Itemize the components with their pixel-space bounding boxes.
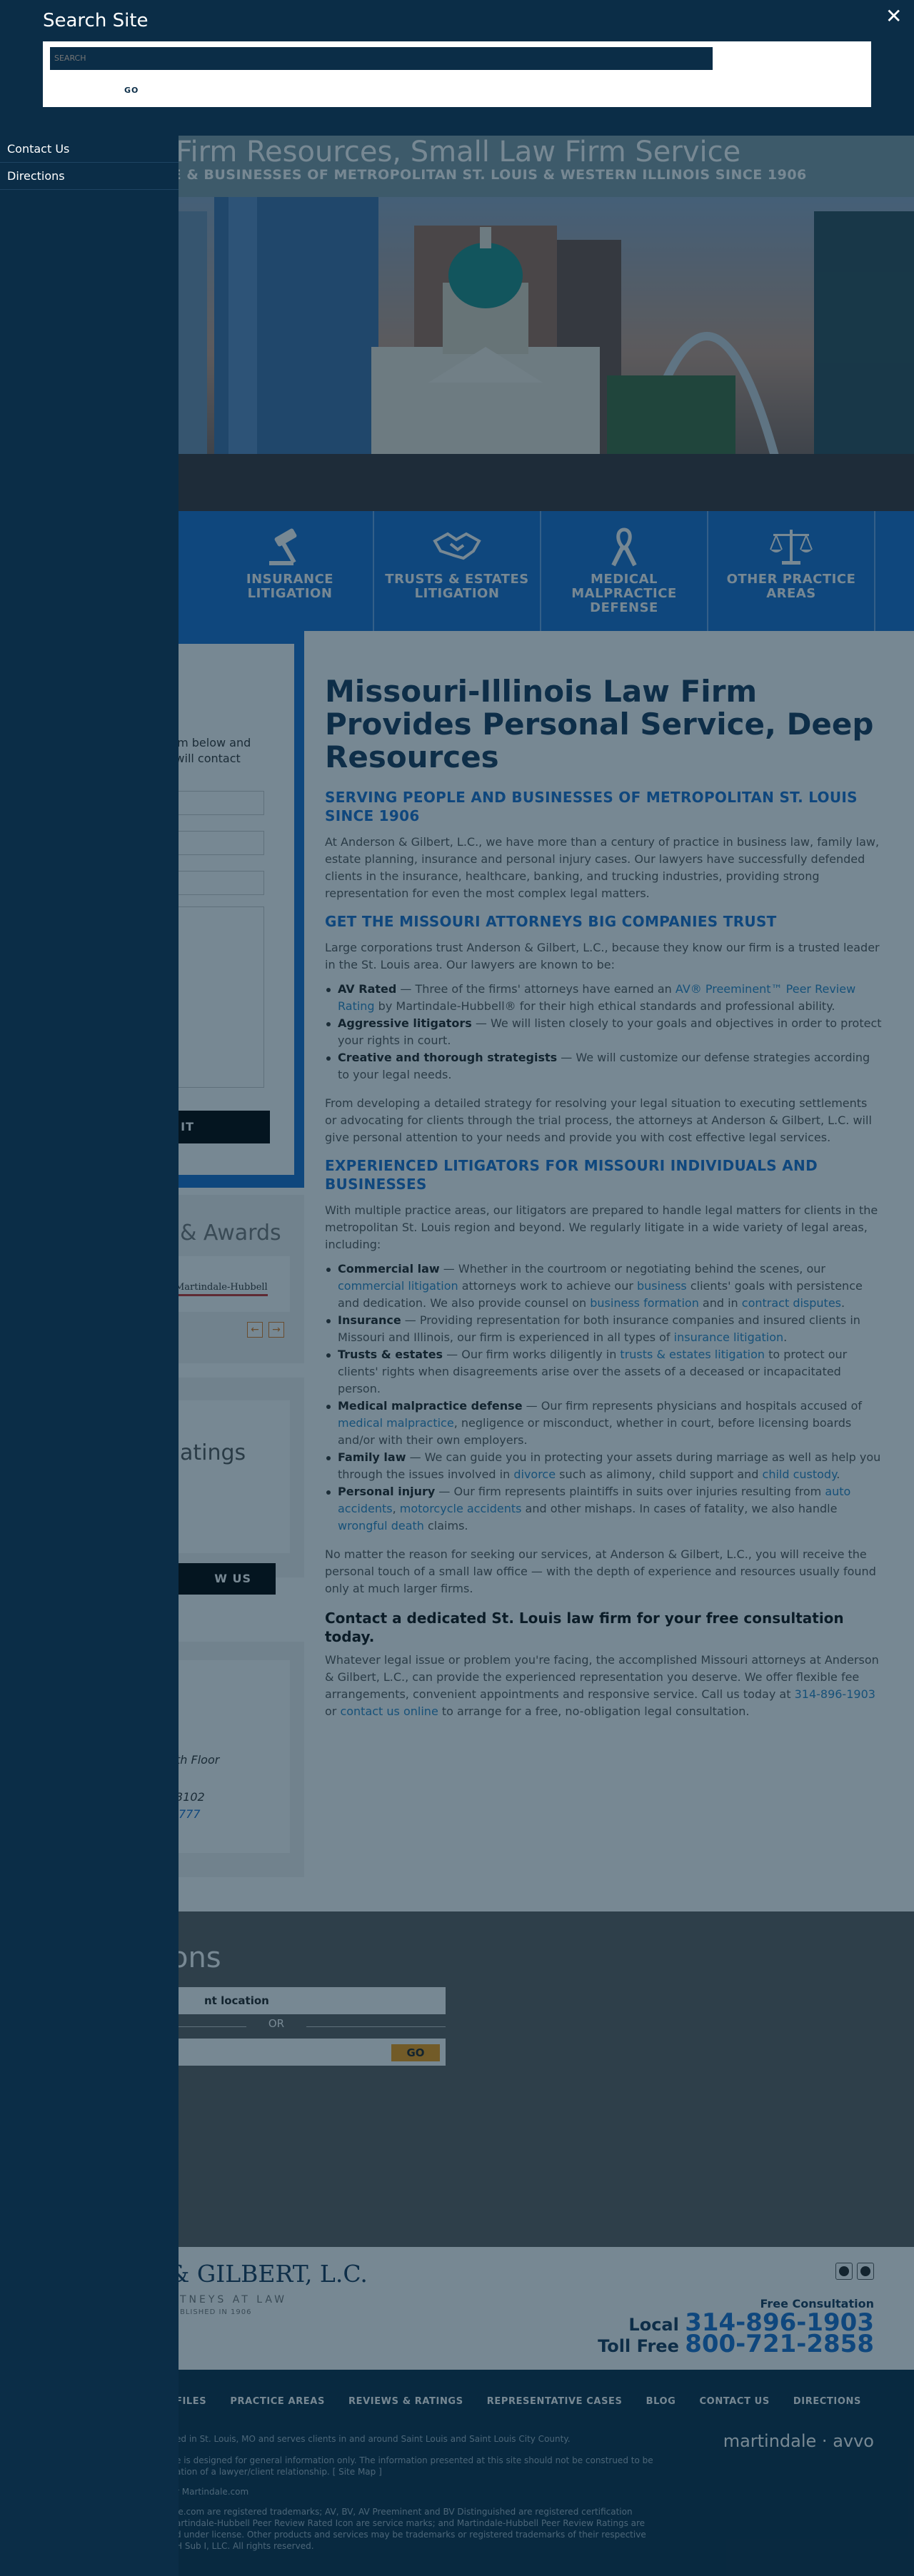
side-menu-directions[interactable]: Directions — [0, 163, 179, 190]
side-menu — [0, 136, 179, 2576]
search-panel — [0, 0, 914, 136]
search-title: Search Site — [43, 10, 149, 31]
search-go-button[interactable]: GO — [124, 86, 139, 95]
search-input[interactable] — [50, 47, 713, 70]
side-menu-contact-us[interactable]: Contact Us — [0, 136, 179, 163]
close-icon[interactable]: ✕ — [885, 4, 903, 28]
